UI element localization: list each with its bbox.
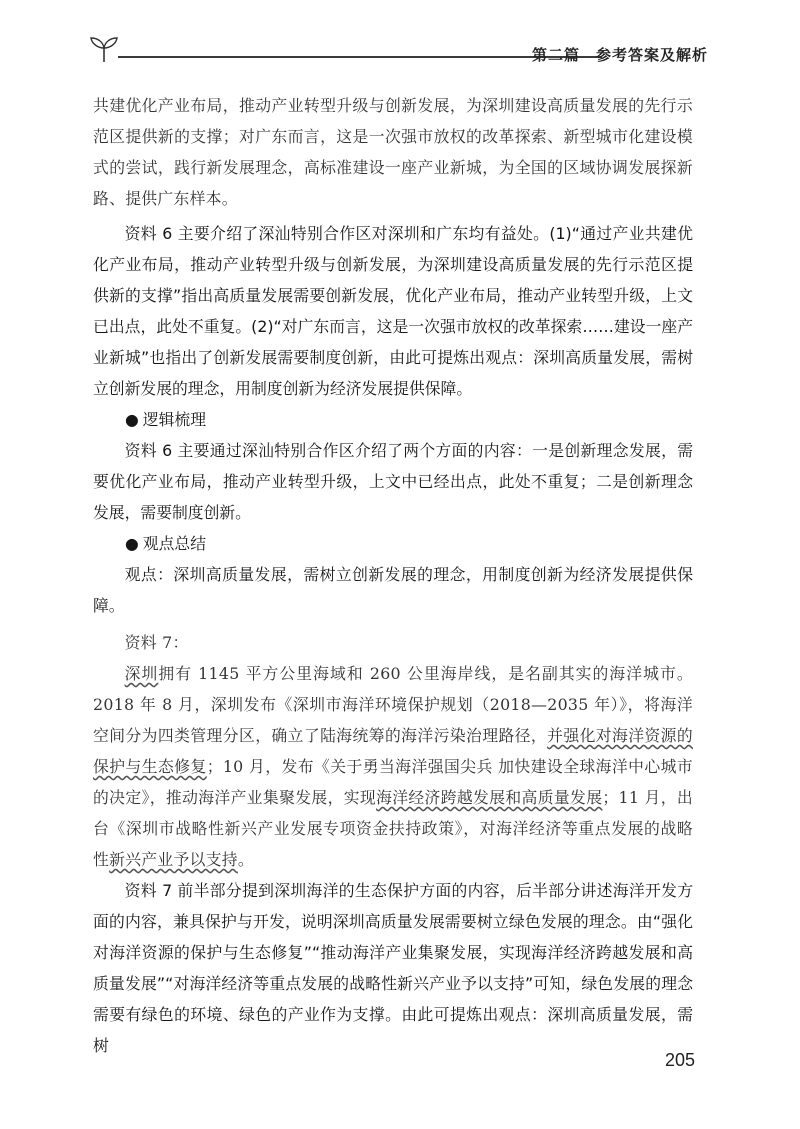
section-title: 第二篇 参考答案及解析 <box>531 46 708 64</box>
bullet-icon: ● <box>125 534 139 553</box>
underlined-text: 海洋经济跨越发展和高质量发展 <box>376 788 603 807</box>
paragraph: 共建优化产业布局，推动产业转型升级与创新发展，为深圳建设高质量发展的先行示范区提供新的支撑；对广东而言，这是一次强市放权的改革探索、新型城市化建设模式的尝试，践行新发展理念，高标准建设一座产业新城，为全国的区域协调发展探新路、提供广东样本。 <box>93 96 693 208</box>
bullet-heading-text: 逻辑梳理 <box>142 410 206 429</box>
underlined-text: 深圳 <box>124 664 159 683</box>
paragraph: 资料 7 前半部分提到深圳海洋的生态保护方面的内容，后半部分讲述海洋开发方面的内容，兼具保护与开发，说明深圳高质量发展需要树立绿色发展的理念。由“强化对海洋资源的保护与生态修复”“推动海洋产业集聚发展，实现海洋经济跨越发展和高质量发展”“对海洋经济等重点发展的战略性新兴产业予以支持”可知，绿色发展的理念需要有绿色的环境、绿色的产业作为支撑。由此可提炼出观点：深圳高质量发展，需树 <box>93 881 693 1055</box>
header-rule <box>118 56 602 58</box>
bullet-heading <box>93 528 693 559</box>
paragraph: 资料 6 主要介绍了深汕特别合作区对深圳和广东均有益处。(1)“通过产业共建优化产业布局，推动产业转型升级与创新发展，为深圳建设高质量发展的先行示范区提供新的支撑”指出高质量发展需要创新发展，优化产业布局，推动产业转型升级，上文已出点，此处不重复。(2)“对广东而言，这是一次强市放权的改革探索……建设一座产业新城”也指出了创新发展需要制度创新，由此可提炼出观点：深圳高质量发展，需树立创新发展的理念，用制度创新为经济发展提供保障。 <box>93 224 693 398</box>
page-number: 205 <box>664 1050 695 1070</box>
paragraph: 资料 6 主要通过深汕特别合作区介绍了两个方面的内容：一是创新理念发展，需要优化产业布局，推动产业转型升级，上文中已经出点，此处不重复；二是创新理念发展，需要制度创新。 <box>93 441 693 522</box>
sprout-icon <box>88 34 122 64</box>
text-run: ；10 月，发布《关于勇当海洋强国尖兵 加快建设全球海洋中心城市的决定》，推动海洋产业集聚发展，实现 <box>93 757 693 807</box>
bullet-heading-text: 观点总结 <box>142 534 206 553</box>
page-body <box>93 90 693 1061</box>
underlined-text: 新兴产业予以支持 <box>109 850 238 869</box>
text-run: 。 <box>237 850 254 869</box>
material-label: 资料 7： <box>124 633 189 652</box>
text-run: 拥有 1145 平方公里海域和 260 公里海岸线，是名副其实的海洋城市。2018 年 8 月，深圳发布《深圳市海洋环境保护规划（2018—2035 年）》，将海洋空间分为四类管理分区，确立了陆海统筹的海洋污染治理路径， <box>93 664 693 745</box>
bullet-heading <box>93 404 693 435</box>
underlined-text: 并强化对海洋资源的保护与生态修复 <box>93 726 693 776</box>
paragraph <box>93 658 693 875</box>
running-header <box>88 34 708 74</box>
paragraph: 观点：深圳高质量发展，需树立创新发展的理念，用制度创新为经济发展提供保障。 <box>93 565 693 615</box>
text-run: ；11 月，出台《深圳市战略性新兴产业发展专项资金扶持政策》，对海洋经济等重点发展的战略性 <box>93 788 693 869</box>
bullet-icon: ● <box>125 410 139 429</box>
